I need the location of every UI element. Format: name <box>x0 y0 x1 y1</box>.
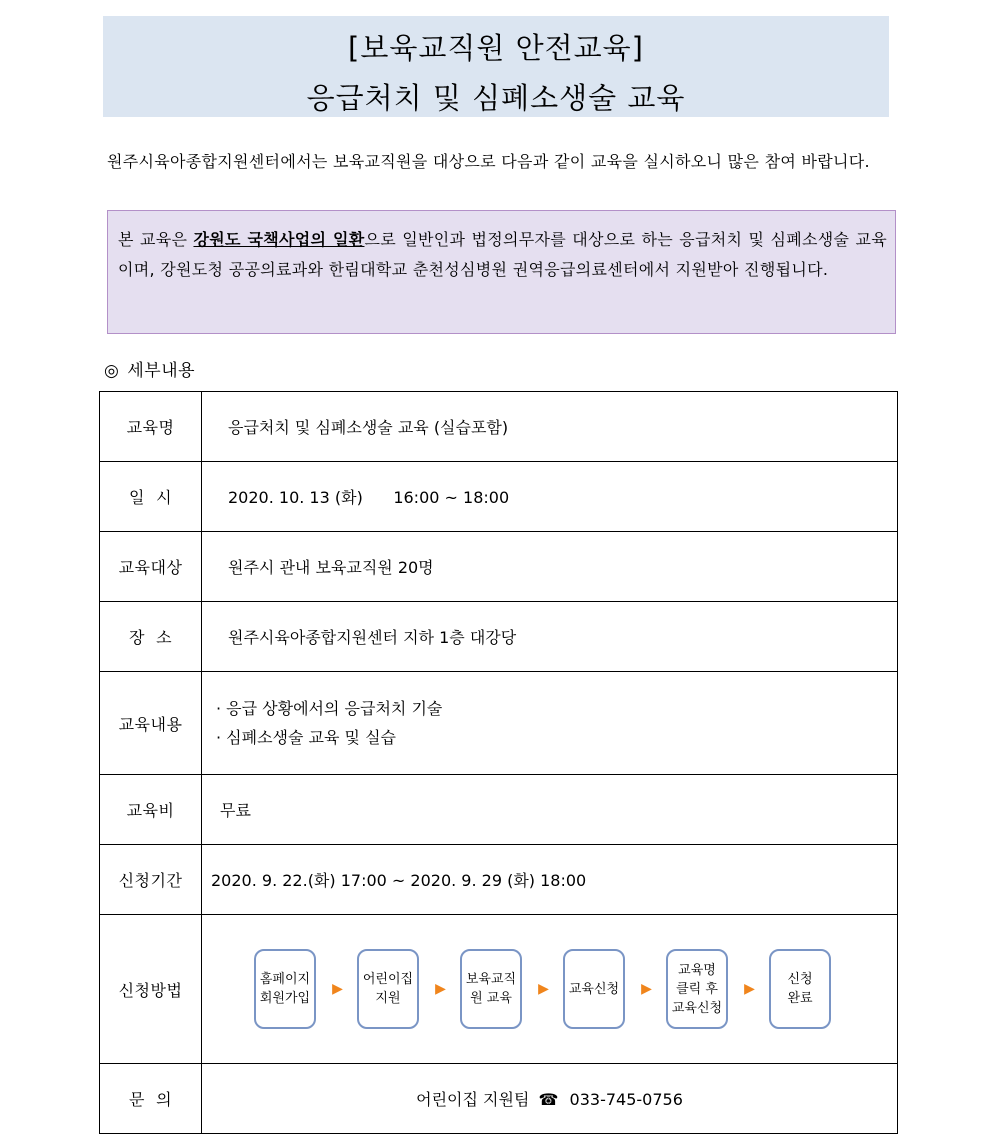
value-method <box>202 915 898 1064</box>
label-fee: 교육비 <box>100 775 202 845</box>
content-item-1: · 응급 상황에서의 응급처치 기술 <box>216 699 443 718</box>
value-place: 원주시육아종합지원센터 지하 1층 대강당 <box>202 602 898 672</box>
row-content <box>100 672 898 775</box>
notice-suffix: 으로 일반인과 법정의무자를 대상으로 하는 응급처치 및 심폐소생술 교육이며, 강원도청 공공의료과와 한림대학교 춘천성심병원 권역응급의료센터에서 지원받아 진행됩니다. <box>118 230 887 279</box>
notice-highlight: 강원도 국책사업의 일환 <box>193 230 365 249</box>
arrow-right-icon: ▶ <box>435 981 446 997</box>
arrow-right-icon: ▶ <box>538 981 549 997</box>
label-contact: 문 의 <box>100 1064 202 1134</box>
value-contact <box>202 1064 898 1134</box>
value-target: 원주시 관내 보육교직원 20명 <box>202 532 898 602</box>
notice-prefix: 본 교육은 <box>118 230 194 249</box>
step-signup: 홈페이지 회원가입 <box>254 949 316 1029</box>
section-heading <box>104 356 195 381</box>
row-name <box>100 392 898 462</box>
page-title: [보육교직원 안전교육] <box>348 31 644 65</box>
arrow-right-icon: ▶ <box>744 981 755 997</box>
contact-team: 어린이집 지원팀 <box>416 1090 530 1109</box>
double-circle-icon: ◎ <box>104 361 120 381</box>
step-complete: 신청 완료 <box>769 949 831 1029</box>
label-method: 신청방법 <box>100 915 202 1064</box>
label-name: 교육명 <box>100 392 202 462</box>
row-contact <box>100 1064 898 1134</box>
application-flow <box>202 949 897 1029</box>
details-table <box>99 391 898 1134</box>
phone-icon: ☎ <box>538 1090 559 1109</box>
row-date <box>100 462 898 532</box>
label-period: 신청기간 <box>100 845 202 915</box>
step-daycare-support: 어린이집 지원 <box>357 949 419 1029</box>
contact-phone: 033-745-0756 <box>569 1090 683 1109</box>
step-click-apply: 교육명 클릭 후 교육신청 <box>666 949 728 1029</box>
row-method <box>100 915 898 1064</box>
section-title: 세부내용 <box>127 361 196 381</box>
label-date: 일 시 <box>100 462 202 532</box>
value-period: 2020. 9. 22.(화) 17:00 ~ 2020. 9. 29 (화) 18:00 <box>202 845 898 915</box>
page-subtitle: 응급처치 및 심폐소생술 교육 <box>306 81 686 115</box>
title-banner <box>103 16 889 117</box>
row-place <box>100 602 898 672</box>
row-period <box>100 845 898 915</box>
label-target: 교육대상 <box>100 532 202 602</box>
value-name: 응급처치 및 심폐소생술 교육 (실습포함) <box>202 392 898 462</box>
value-date: 2020. 10. 13 (화) 16:00 ~ 18:00 <box>202 462 898 532</box>
row-target <box>100 532 898 602</box>
notice-box <box>107 210 896 334</box>
arrow-right-icon: ▶ <box>641 981 652 997</box>
arrow-right-icon: ▶ <box>332 981 343 997</box>
row-fee <box>100 775 898 845</box>
intro-paragraph: 원주시육아종합지원센터에서는 보육교직원을 대상으로 다음과 같이 교육을 실시하오니 많은 참여 바랍니다. <box>107 152 870 171</box>
step-apply: 교육신청 <box>563 949 625 1029</box>
step-staff-education: 보육교직 원 교육 <box>460 949 522 1029</box>
value-fee: 무료 <box>202 775 898 845</box>
label-place: 장 소 <box>100 602 202 672</box>
value-content <box>202 672 898 775</box>
label-content: 교육내용 <box>100 672 202 775</box>
content-item-2: · 심폐소생술 교육 및 실습 <box>216 728 396 747</box>
